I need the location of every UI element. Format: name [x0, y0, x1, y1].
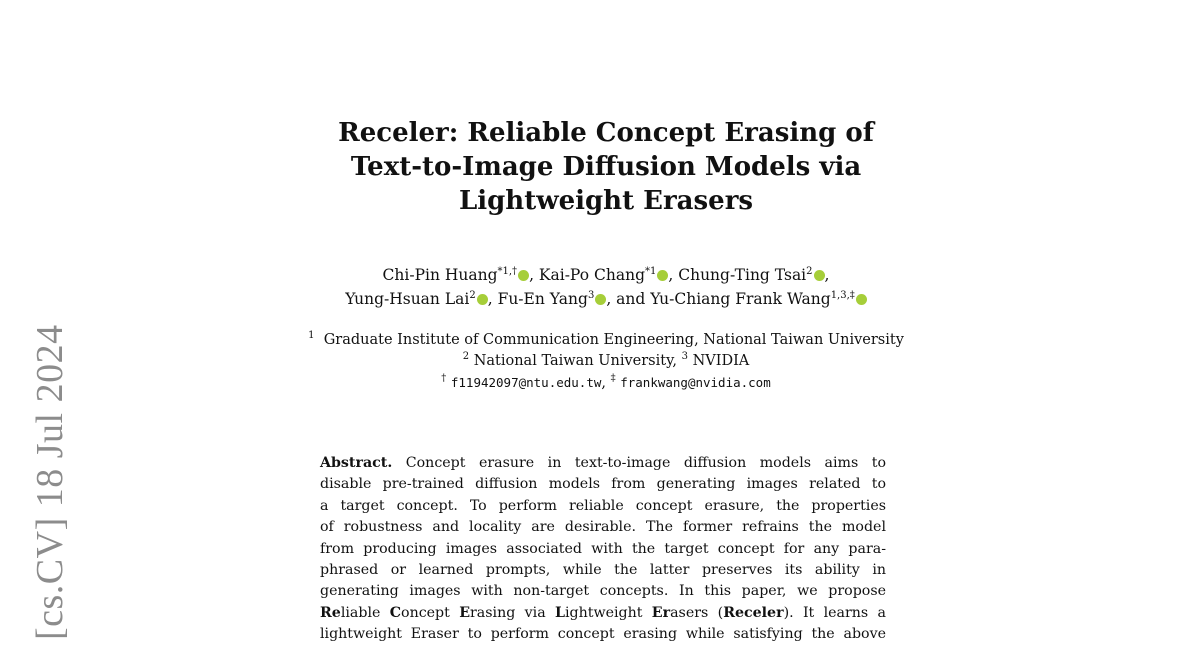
author-sup: 1,3,‡	[830, 290, 855, 301]
author-and: and	[616, 290, 646, 308]
affiliation-line	[270, 330, 942, 351]
author-line: Yung-Hsuan Lai$^2$ , Fu-En Yang$^3$ , and Yu-Chiang Frank Wang$^{1,3,\ddagger}$	[280, 287, 932, 311]
orcid-icon[interactable]	[477, 294, 488, 305]
email-link[interactable]: frankwang@nvidia.com	[620, 375, 771, 390]
author-name: Yu-Chiang Frank Wang	[650, 290, 831, 308]
orcid-icon[interactable]	[856, 294, 867, 305]
orcid-icon[interactable]	[595, 294, 606, 305]
orcid-icon[interactable]	[814, 270, 825, 281]
author-name: Yung-Hsuan Lai	[345, 290, 470, 308]
abstract-text: Concept erasure in text-to-image diffusion models aims to	[405, 455, 886, 471]
affiliation-sup: 1	[308, 330, 315, 341]
abstract-label: Abstract.	[320, 455, 393, 471]
email-sup: †	[441, 373, 447, 384]
orcid-icon[interactable]	[657, 270, 668, 281]
abstract-text: ). It learns a	[783, 604, 887, 621]
affiliation-sup: 3	[681, 351, 688, 362]
title-line: Lightweight Erasers	[458, 186, 754, 216]
orcid-icon[interactable]	[518, 270, 529, 281]
abstract-text: rasing via	[470, 604, 555, 621]
abstract-line: a target concept. To perform reliable concept erasure, the properties	[320, 497, 886, 514]
acronym-letter: Re	[320, 604, 341, 621]
author-name: Chi-Pin Huang	[382, 266, 498, 284]
abstract-text: liable	[340, 604, 390, 621]
author-name: Chung-Ting Tsai	[678, 266, 807, 284]
abstract-line: generating images with non-target concepts. In this paper, we propose	[320, 583, 886, 600]
title-line: Receler: Reliable Concept Erasing of	[338, 118, 874, 148]
abstract-text: asers (	[670, 604, 724, 621]
abstract-line: disable pre-trained diffusion models from generating images related to	[320, 476, 886, 493]
email-line: † f11942097@ntu.edu.tw, ‡ frankwang@nvidia.com	[441, 373, 771, 391]
abstract-line: phrased or learned prompts, while the latter preserves its ability in	[320, 562, 886, 579]
author-sup: *1	[645, 266, 657, 277]
author-name: Kai-Po Chang	[538, 266, 645, 284]
affiliations	[270, 330, 942, 394]
author-line: Chi-Pin Huang$^{*1,\dagger}$ , Kai-Po Chang$^{*1}$ , Chung-Ting Tsai$^2$ ,	[382, 266, 830, 284]
acronym-letter: L	[555, 604, 565, 621]
abstract-line	[320, 603, 886, 624]
arxiv-stamp: [cs.CV] 18 Jul 2024	[29, 324, 71, 640]
email-link[interactable]: f11942097@ntu.edu.tw	[450, 375, 602, 390]
abstract-text: oncept	[401, 604, 460, 621]
author-sup: 2	[469, 290, 476, 301]
affiliation-text: Graduate Institute of Communication Engineering, National Taiwan University	[323, 332, 904, 348]
acronym-letter: C	[389, 604, 402, 621]
title-line: Text-to-Image Diffusion Models via	[350, 152, 862, 182]
email-sup: ‡	[610, 373, 616, 384]
affiliation-text: NVIDIA	[692, 353, 750, 369]
abstract	[320, 453, 886, 646]
author-sup: 3	[587, 290, 595, 301]
method-name: Receler	[723, 604, 784, 621]
author-sup: *1,†	[497, 266, 518, 277]
acronym-letter: E	[459, 604, 471, 621]
abstract-line: lightweight Eraser to perform concept erasing while satisfying the above	[320, 626, 886, 643]
abstract-text: ightweight	[564, 604, 652, 621]
acronym-letter: Er	[651, 604, 671, 621]
abstract-line: from producing images associated with the target concept for any para-	[320, 540, 886, 557]
paper-title	[280, 116, 932, 218]
author-list	[280, 263, 932, 311]
affiliation-sup: 2	[462, 351, 470, 362]
author-sup: 2	[806, 266, 813, 277]
affiliation-text: National Taiwan University,	[473, 353, 677, 369]
abstract-line: of robustness and locality are desirable. The former refrains the model	[320, 519, 886, 536]
abstract-line	[320, 453, 886, 474]
author-name: Fu-En Yang	[497, 290, 588, 308]
affiliation-line	[270, 351, 942, 372]
